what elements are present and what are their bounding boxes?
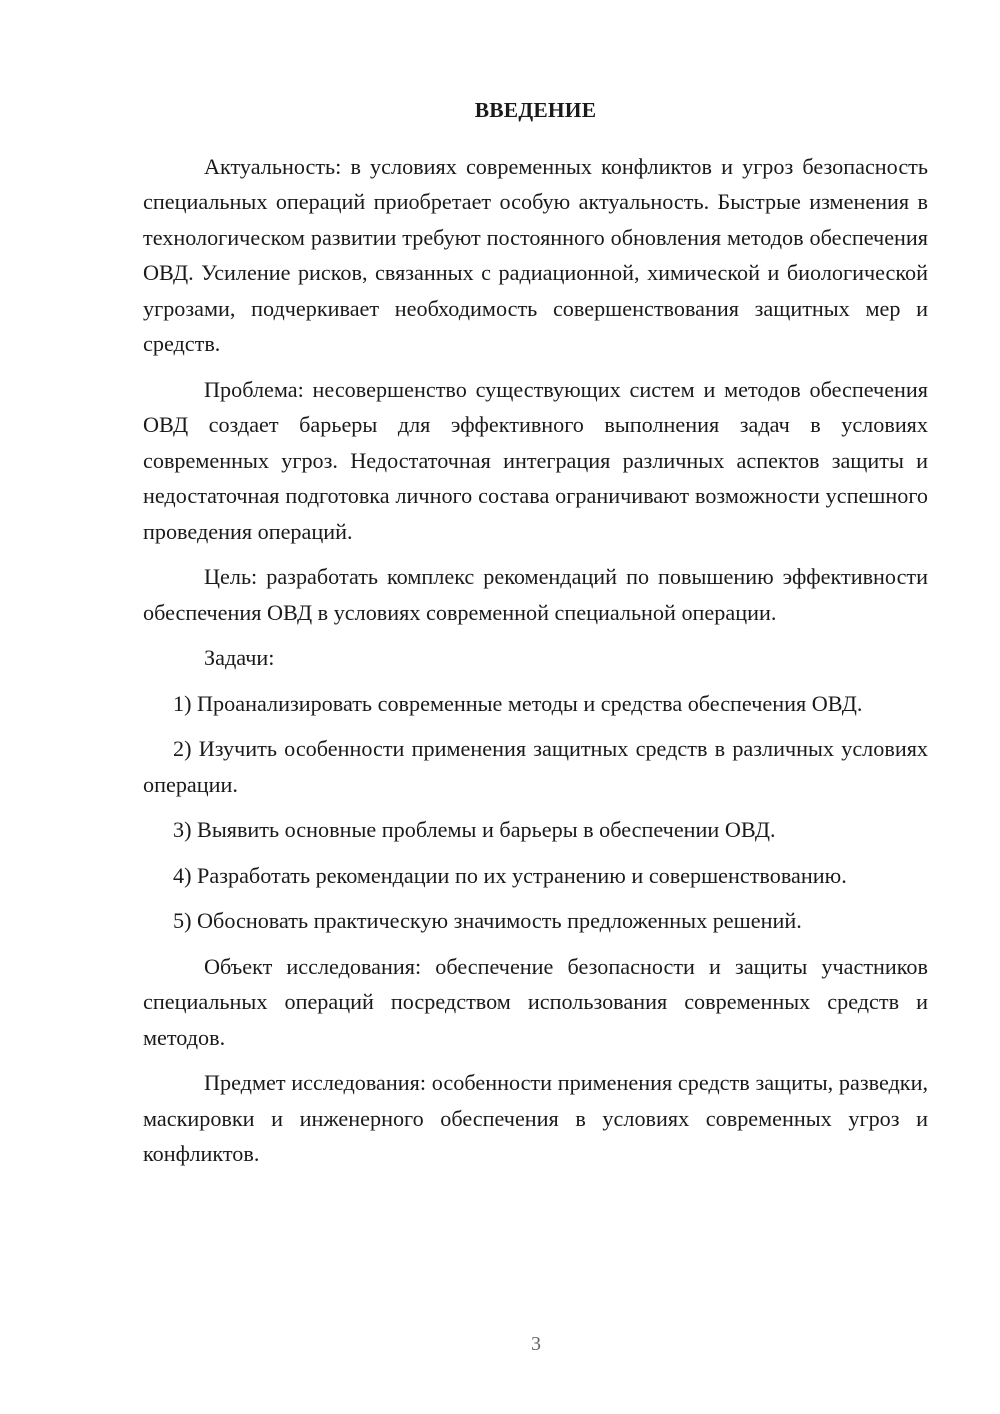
paragraph-tasks-heading: Задачи: xyxy=(204,645,275,670)
task-item-5: 5) Обосновать практическую значимость предложенных решений. xyxy=(173,908,802,933)
paragraph-relevance: Актуальность: в условиях современных конфликтов и угроз безопасность специальных операций приобретает особую актуальность. Быстрые изменения в технологическом развитии требуют постоянного обновления методов обеспечения ОВД. Усиление рисков, связанных с радиационной, химической и биологической угрозами, подчеркивает необходимость совершенствования защитных мер и средств. xyxy=(143,153,928,356)
page-title: ВВЕДЕНИЕ xyxy=(474,98,597,122)
paragraph-goal: Цель: разработать комплекс рекомендаций по повышению эффективности обеспечения ОВД в условиях современной специальной операции. xyxy=(143,564,928,625)
task-item-2: 2) Изучить особенности применения защитных средств в различных условиях операции. xyxy=(143,736,928,797)
paragraph-problem: Проблема: несовершенство существующих систем и методов обеспечения ОВД создает барьеры для эффективного выполнения задач в условиях современных угроз. Недостаточная интеграция различных аспектов защиты и недостаточная подготовка личного состава ограничивают возможности успешного проведения операций. xyxy=(143,376,928,544)
page-content xyxy=(143,93,928,1182)
page-number: 3 xyxy=(531,1333,541,1355)
paragraph-subject: Предмет исследования: особенности применения средств защиты, разведки, маскировки и инженерного обеспечения в условиях современных угроз и конфликтов. xyxy=(143,1070,928,1166)
task-item-3: 3) Выявить основные проблемы и барьеры в обеспечении ОВД. xyxy=(173,817,776,842)
paragraph-object: Объект исследования: обеспечение безопасности и защиты участников специальных операций посредством использования современных средств и методов. xyxy=(143,953,928,1050)
task-item-1: 1) Проанализировать современные методы и средства обеспечения ОВД. xyxy=(173,690,863,716)
task-item-4: 4) Разработать рекомендации по их устранению и совершенствованию. xyxy=(173,862,847,888)
